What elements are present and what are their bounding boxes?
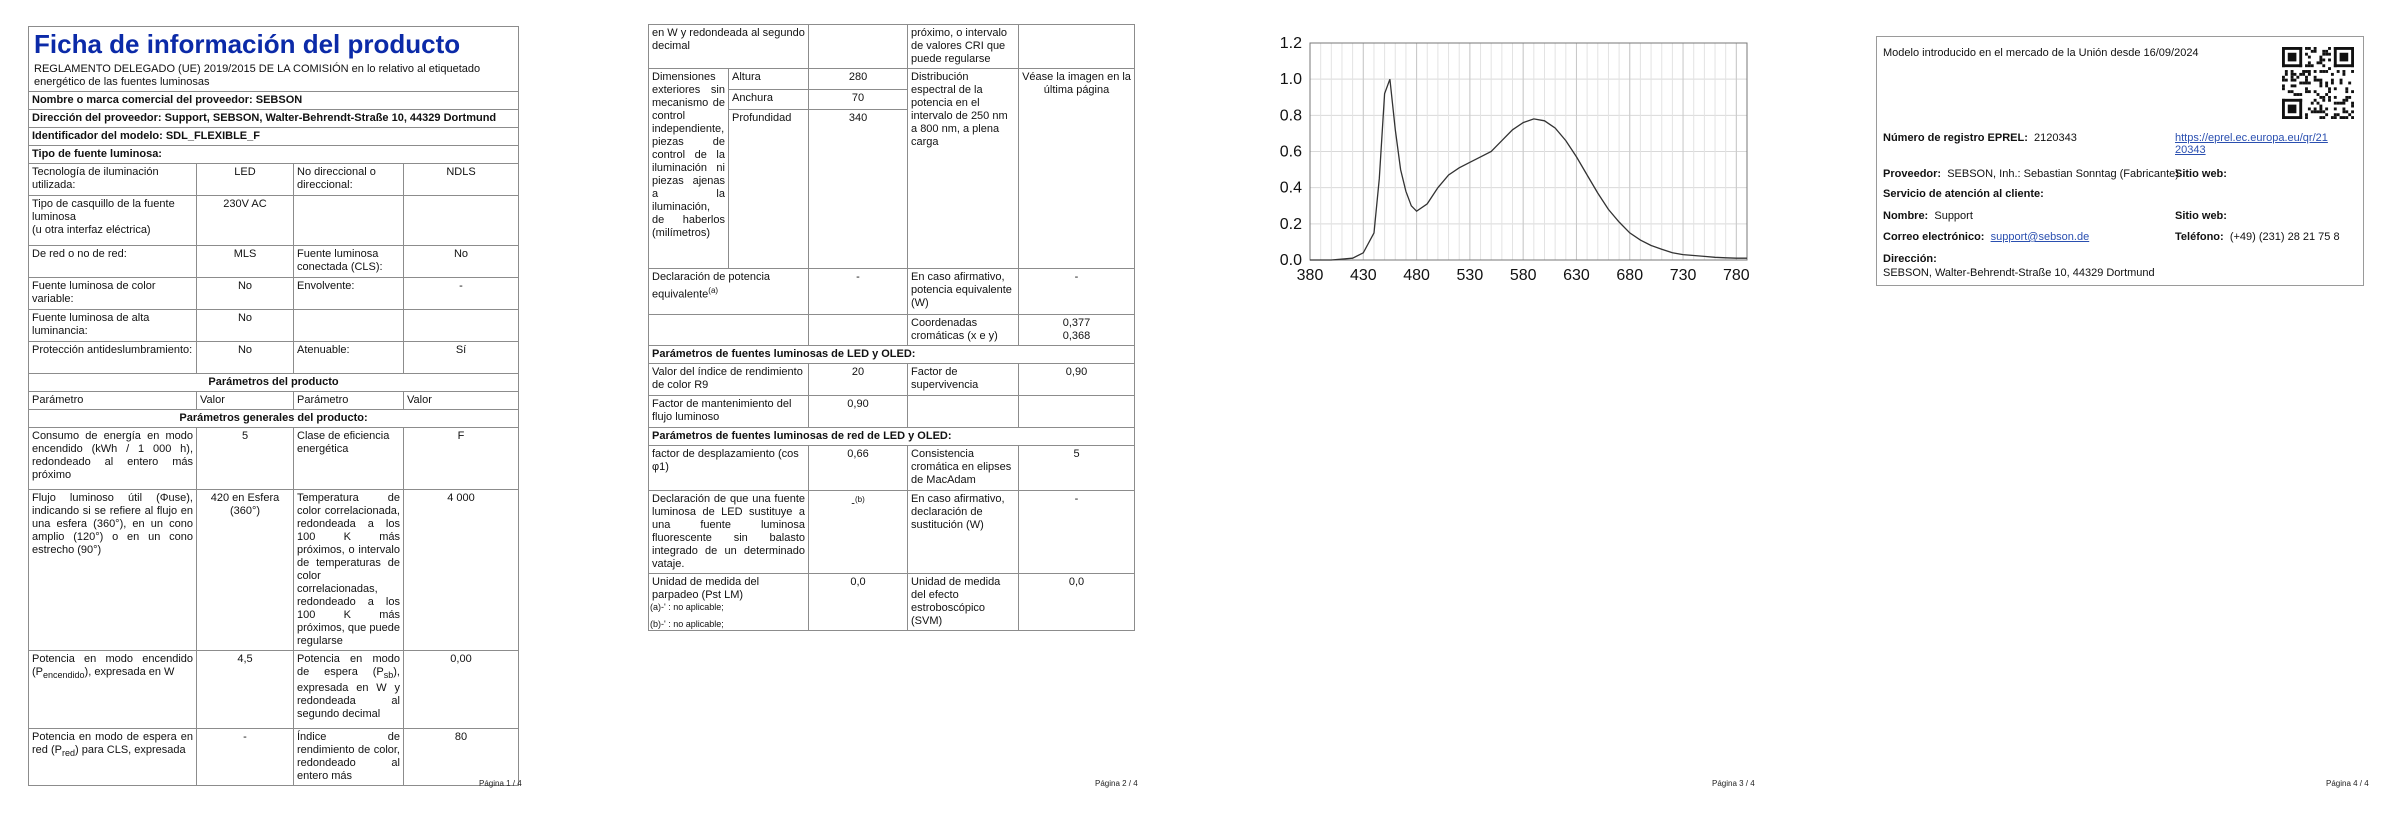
column-header: Valor bbox=[404, 392, 519, 410]
address-value: SEBSON, Walter-Behrendt-Straße 10, 44329 Dortmund bbox=[1883, 267, 2155, 279]
x-tick-label: 580 bbox=[1509, 267, 1537, 284]
qr-module bbox=[2348, 82, 2351, 85]
name-label: Nombre: bbox=[1883, 210, 1929, 222]
qr-module bbox=[2291, 84, 2294, 87]
qr-module bbox=[2340, 116, 2343, 119]
name-value: Support bbox=[1934, 210, 1973, 222]
qr-module bbox=[2331, 82, 2334, 85]
qr-module bbox=[2325, 113, 2328, 116]
qr-module bbox=[2322, 116, 2325, 119]
qr-module bbox=[2314, 110, 2317, 113]
qr-module bbox=[2294, 84, 2297, 87]
qr-module bbox=[2328, 53, 2331, 56]
qr-module bbox=[2345, 110, 2348, 113]
qr-module bbox=[2317, 79, 2320, 82]
spectrum-line bbox=[1310, 79, 1747, 260]
qr-module bbox=[2299, 93, 2302, 96]
qr-module bbox=[2285, 73, 2288, 76]
qr-module bbox=[2331, 116, 2334, 119]
cell-label: No direccional o direccional: bbox=[294, 164, 404, 196]
cell-label: en W y redondeada al segundo decimal bbox=[649, 25, 809, 69]
qr-module bbox=[2308, 70, 2311, 73]
qr-module bbox=[2325, 84, 2328, 87]
cell-label: Coordenadas cromáticas (x e y) bbox=[908, 315, 1019, 346]
qr-module bbox=[2299, 73, 2302, 76]
x-tick-label: 780 bbox=[1722, 267, 1750, 284]
qr-module bbox=[2308, 82, 2311, 85]
footnote-b: (b)-' : no aplicable; bbox=[650, 619, 724, 629]
qr-module bbox=[2317, 110, 2320, 113]
spectral-distribution-chart bbox=[1255, 25, 1755, 295]
qr-module bbox=[2319, 59, 2322, 62]
regulation-text: REGLAMENTO DELEGADO (UE) 2019/2015 DE LA COMISIÓN en lo relativo al etiquetado energético de las fuentes luminosas bbox=[34, 63, 481, 88]
cell-value: 5 bbox=[1019, 446, 1135, 491]
y-tick-label: 1.0 bbox=[1279, 71, 1302, 89]
qr-module bbox=[2319, 110, 2322, 113]
cell-label: Protección antideslumbramiento: bbox=[29, 342, 197, 374]
qr-module bbox=[2308, 64, 2311, 67]
cell-value: 0,66 bbox=[809, 446, 908, 491]
cell-label: Declaración de potencia equivalente$^{(a)}$ bbox=[649, 269, 809, 315]
cell-value: 0,377 0,368 bbox=[1019, 315, 1135, 346]
qr-module bbox=[2351, 110, 2354, 113]
y-tick-label: 0.2 bbox=[1279, 215, 1302, 233]
qr-module bbox=[2340, 53, 2349, 62]
qr-module bbox=[2317, 61, 2320, 64]
qr-module bbox=[2305, 76, 2308, 79]
supplier-value: SEBSON, Inh.: Sebastian Sonntag (Fabricante) bbox=[1947, 168, 2179, 180]
qr-module bbox=[2319, 79, 2322, 82]
chart-grid bbox=[1310, 43, 1747, 260]
qr-module bbox=[2282, 64, 2302, 67]
qr-module bbox=[2345, 99, 2348, 102]
x-tick-label: 480 bbox=[1403, 267, 1430, 284]
qr-module bbox=[2299, 47, 2302, 67]
qr-module bbox=[2291, 70, 2294, 73]
qr-module bbox=[2325, 70, 2328, 73]
spectral-label: Distribución espectral de la potencia en el intervalo de 250 nm a 800 nm, a plena carga bbox=[908, 69, 1019, 269]
qr-module bbox=[2299, 82, 2302, 85]
qr-module bbox=[2288, 105, 2297, 114]
qr-module bbox=[2342, 110, 2345, 113]
qr-module bbox=[2288, 90, 2291, 93]
qr-module bbox=[2294, 73, 2297, 76]
qr-module bbox=[2282, 79, 2285, 82]
qr-module bbox=[2322, 64, 2325, 67]
eprel-label: Número de registro EPREL: bbox=[1883, 132, 2028, 144]
cell-value: No bbox=[197, 278, 294, 310]
qr-module bbox=[2334, 47, 2354, 50]
qr-module bbox=[2314, 70, 2317, 73]
qr-module bbox=[2337, 113, 2340, 116]
qr-module bbox=[2314, 90, 2317, 93]
cell-label: Tipo de casquillo de la fuente luminosa (u otra interfaz eléctrica) bbox=[29, 196, 197, 246]
qr-module bbox=[2337, 70, 2340, 73]
qr-module bbox=[2342, 102, 2345, 105]
cell-label: Clase de eficiencia energética bbox=[294, 428, 404, 490]
qr-module bbox=[2348, 113, 2351, 116]
cell-value: F bbox=[404, 428, 519, 490]
qr-module bbox=[2294, 93, 2297, 96]
email-link[interactable]: support@sebson.de bbox=[1990, 231, 2090, 243]
cell-label: Fuente luminosa conectada (CLS): bbox=[294, 246, 404, 278]
qr-module bbox=[2308, 73, 2311, 76]
qr-module bbox=[2311, 50, 2314, 53]
section-title: Parámetros del producto bbox=[29, 374, 519, 392]
qr-module bbox=[2294, 79, 2297, 82]
qr-module bbox=[2328, 90, 2331, 93]
cell-value: 0,0 bbox=[1019, 574, 1135, 631]
phone-value: (+49) (231) 28 21 75 8 bbox=[2229, 231, 2340, 243]
qr-module bbox=[2328, 96, 2331, 99]
qr-module bbox=[2342, 107, 2345, 110]
spectral-value: Véase la imagen en la última página bbox=[1019, 69, 1135, 269]
eprel-info-box bbox=[1876, 36, 2364, 286]
qr-module bbox=[2282, 76, 2285, 79]
page-number: Página 2 / 4 bbox=[1095, 779, 1138, 788]
x-tick-label: 630 bbox=[1563, 267, 1590, 284]
qr-module bbox=[2314, 50, 2317, 53]
x-tick-label: 680 bbox=[1616, 267, 1644, 284]
cell-label: Unidad de medida del efecto estroboscópico (SVM) bbox=[908, 574, 1019, 631]
qr-module bbox=[2331, 79, 2334, 82]
qr-module bbox=[2325, 82, 2328, 85]
cell-label: Potencia en modo de espera $(P_{sb})$, expresada en W y redondeada al segundo decimal bbox=[294, 651, 404, 729]
qr-module bbox=[2325, 50, 2328, 53]
supplier-brand: Nombre o marca comercial del proveedor: SEBSON bbox=[29, 92, 519, 110]
eprel-value: 2120343 bbox=[2033, 132, 2077, 144]
qr-module bbox=[2328, 99, 2331, 102]
qr-module bbox=[2308, 107, 2311, 110]
qr-module bbox=[2308, 56, 2311, 59]
qr-module bbox=[2325, 107, 2328, 110]
y-tick-label: 0.8 bbox=[1279, 107, 1302, 125]
qr-module bbox=[2311, 64, 2314, 67]
address-label: Dirección: bbox=[1883, 253, 1937, 265]
qr-module bbox=[2334, 64, 2354, 67]
market-intro-date: Modelo introducido en el mercado de la Unión desde 16/09/2024 bbox=[1883, 47, 2199, 59]
qr-module bbox=[2334, 47, 2337, 67]
qr-module bbox=[2334, 102, 2337, 105]
qr-module bbox=[2285, 70, 2288, 73]
light-source-type-label: Tipo de fuente luminosa: bbox=[29, 146, 519, 164]
qr-module bbox=[2282, 47, 2302, 50]
qr-code-icon bbox=[2282, 47, 2354, 119]
qr-module bbox=[2282, 99, 2302, 102]
qr-module bbox=[2351, 116, 2354, 119]
qr-module bbox=[2334, 113, 2337, 116]
column-header: Parámetro bbox=[294, 392, 404, 410]
cell-value: - bbox=[1019, 269, 1135, 315]
y-tick-label: 0.0 bbox=[1279, 252, 1302, 269]
qr-module bbox=[2348, 96, 2351, 99]
qr-module bbox=[2345, 96, 2348, 99]
qr-module bbox=[2302, 73, 2305, 76]
cell-label: Consistencia cromática en elipses de MacAdam bbox=[908, 446, 1019, 491]
cell-value: 20 bbox=[809, 364, 908, 396]
cell-label: próximo, o intervalo de valores CRI que puede regularse bbox=[908, 25, 1019, 69]
qr-module bbox=[2282, 47, 2285, 67]
cell-label: Tecnología de iluminación utilizada: bbox=[29, 164, 197, 196]
page-1 bbox=[0, 0, 598, 826]
qr-module bbox=[2342, 73, 2345, 76]
qr-module bbox=[2317, 93, 2320, 96]
qr-module bbox=[2291, 73, 2294, 76]
qr-module bbox=[2319, 84, 2322, 87]
qr-module bbox=[2291, 90, 2294, 93]
qr-module bbox=[2319, 105, 2322, 108]
qr-module bbox=[2317, 102, 2320, 105]
qr-module bbox=[2322, 50, 2325, 53]
qr-module bbox=[2340, 102, 2343, 105]
x-tick-label: 730 bbox=[1669, 267, 1697, 284]
qr-module bbox=[2311, 110, 2314, 113]
cell-label: Factor de supervivencia bbox=[908, 364, 1019, 396]
cell-value: Sí bbox=[404, 342, 519, 374]
qr-module bbox=[2319, 82, 2322, 85]
dimension-value: 340 bbox=[809, 110, 908, 269]
cell-value: - bbox=[404, 278, 519, 310]
qr-module bbox=[2305, 113, 2308, 116]
cell-label: Declaración de que una fuente luminosa de LED sustituye a una fuente luminosa fluorescente sin balasto integrado de un determinado vataje. bbox=[649, 491, 809, 574]
cell-value: 0,0 bbox=[809, 574, 908, 631]
qr-module bbox=[2302, 82, 2305, 85]
phone-label: Teléfono: bbox=[2175, 231, 2224, 243]
qr-module bbox=[2314, 107, 2317, 110]
qr-module bbox=[2351, 105, 2354, 108]
cell-label: En caso afirmativo, potencia equivalente (W) bbox=[908, 269, 1019, 315]
qr-module bbox=[2334, 96, 2337, 99]
cell-label: Potencia en modo encendido $(P_{encendido})$, expresada en W bbox=[29, 651, 197, 729]
cell-value: 0,90 bbox=[809, 396, 908, 428]
website-label-2: Sitio web: bbox=[2175, 210, 2227, 222]
cell-value: No bbox=[197, 342, 294, 374]
qr-module bbox=[2305, 53, 2308, 56]
qr-module bbox=[2328, 87, 2331, 90]
page-number: Página 4 / 4 bbox=[2326, 779, 2369, 788]
qr-module bbox=[2342, 99, 2345, 102]
cell-label: Atenuable: bbox=[294, 342, 404, 374]
qr-module bbox=[2325, 53, 2328, 56]
qr-module bbox=[2305, 47, 2308, 50]
cell-label: factor de desplazamiento (cos φ1) bbox=[649, 446, 809, 491]
qr-module bbox=[2308, 47, 2311, 50]
y-tick-label: 1.2 bbox=[1279, 35, 1302, 52]
qr-module bbox=[2302, 70, 2305, 73]
cell-value: 230V AC bbox=[197, 196, 294, 246]
qr-module bbox=[2308, 61, 2311, 64]
qr-module bbox=[2282, 116, 2302, 119]
cell-label: Valor del índice de rendimiento de color R9 bbox=[649, 364, 809, 396]
qr-module bbox=[2314, 47, 2317, 50]
qr-module bbox=[2319, 116, 2322, 119]
dimensions-label: Dimensiones exteriores sin mecanismo de control independiente, piezas de control de la iluminación ni piezas ajenas a la iluminación, de haberlos (milímetros) bbox=[649, 69, 729, 269]
cell-label: Temperatura de color correlacionada, redondeada a los 100 K más próximos, o intervalo de temperaturas de color correlacionadas, redondeado a los 100 K más próximos, que puede regularse bbox=[294, 490, 404, 651]
cell-label: Consumo de energía en modo encendido (kWh / 1 000 h), redondeado al entero más próximo bbox=[29, 428, 197, 490]
cell-value: MLS bbox=[197, 246, 294, 278]
cell-value: No bbox=[197, 310, 294, 342]
cell-value: -$^{(b)}$ bbox=[809, 491, 908, 574]
section-title: Parámetros de fuentes luminosas de LED y OLED: bbox=[649, 346, 1135, 364]
page-number: Página 1 / 4 bbox=[479, 779, 522, 788]
product-info-table-cont bbox=[648, 24, 1135, 631]
cell-label: Fuente luminosa de alta luminancia: bbox=[29, 310, 197, 342]
qr-module bbox=[2305, 64, 2308, 67]
model-identifier: Identificador del modelo: SDL_FLEXIBLE_F bbox=[29, 128, 519, 146]
product-info-table bbox=[28, 26, 519, 786]
qr-module bbox=[2305, 90, 2308, 93]
cell-label: Potencia en modo de espera en red $(P_{red})$ para CLS, expresada bbox=[29, 729, 197, 786]
y-tick-label: 0.6 bbox=[1279, 143, 1302, 161]
x-tick-label: 530 bbox=[1456, 267, 1484, 284]
qr-module bbox=[2334, 116, 2337, 119]
supplier-address: Dirección del proveedor: Support, SEBSON, Walter-Behrendt-Straße 10, 44329 Dortmund bbox=[29, 110, 519, 128]
qr-module bbox=[2334, 107, 2337, 110]
cell-value: 0,90 bbox=[1019, 364, 1135, 396]
chart-series bbox=[1310, 79, 1747, 260]
cell-value: NDLS bbox=[404, 164, 519, 196]
supplier-label: Proveedor: bbox=[1883, 168, 1942, 180]
page-number: Página 3 / 4 bbox=[1712, 779, 1755, 788]
footnote-a: (a)-' : no aplicable; bbox=[650, 602, 724, 612]
cell-value: 4,5 bbox=[197, 651, 294, 729]
x-tick-label: 430 bbox=[1349, 267, 1377, 284]
qr-module bbox=[2319, 107, 2322, 110]
qr-module bbox=[2331, 73, 2334, 76]
qr-module bbox=[2282, 84, 2285, 87]
qr-module bbox=[2305, 79, 2308, 82]
qr-module bbox=[2305, 82, 2308, 85]
qr-module bbox=[2351, 90, 2354, 93]
cell-label: Unidad de medida del parpadeo (Pst LM) bbox=[649, 574, 809, 631]
qr-module bbox=[2325, 93, 2328, 96]
qr-module bbox=[2337, 102, 2340, 105]
qr-module bbox=[2296, 93, 2299, 96]
qr-module bbox=[2340, 82, 2343, 85]
chart-axes bbox=[1280, 35, 1750, 284]
qr-module bbox=[2285, 79, 2288, 82]
qr-module bbox=[2345, 116, 2348, 119]
website-label: Sitio web: bbox=[2175, 168, 2227, 180]
cell-value: - bbox=[197, 729, 294, 786]
cell-value: 0,00 bbox=[404, 651, 519, 729]
qr-module bbox=[2311, 102, 2314, 105]
qr-module bbox=[2322, 53, 2325, 56]
qr-module bbox=[2299, 99, 2302, 119]
qr-module bbox=[2334, 87, 2337, 90]
qr-module bbox=[2345, 90, 2348, 93]
qr-module bbox=[2322, 70, 2325, 73]
cell-label: Fuente luminosa de color variable: bbox=[29, 278, 197, 310]
column-header: Valor bbox=[197, 392, 294, 410]
dimension-value: 70 bbox=[809, 89, 908, 110]
cell-value: - bbox=[1019, 491, 1135, 574]
qr-module bbox=[2328, 47, 2331, 50]
qr-module bbox=[2351, 47, 2354, 67]
qr-module bbox=[2291, 79, 2294, 82]
y-tick-label: 0.4 bbox=[1279, 179, 1302, 197]
cell-value: 420 en Esfera (360°) bbox=[197, 490, 294, 651]
dimension-value: 280 bbox=[809, 69, 908, 90]
qr-module bbox=[2345, 87, 2348, 90]
qr-module bbox=[2282, 99, 2285, 119]
cell-value: LED bbox=[197, 164, 294, 196]
dimension-name: Profundidad bbox=[729, 110, 809, 269]
eprel-link[interactable]: https://eprel.ec.europa.eu/qr/21 20343 bbox=[2175, 132, 2328, 156]
qr-module bbox=[2322, 99, 2325, 102]
qr-module bbox=[2305, 87, 2308, 90]
qr-module bbox=[2282, 87, 2285, 90]
qr-module bbox=[2328, 59, 2331, 62]
qr-module bbox=[2319, 56, 2322, 59]
qr-module bbox=[2314, 99, 2317, 102]
cell-label: Flujo luminoso útil (Φuse), indicando si se refiere al flujo en una esfera (360°), en un cono amplio (120°) o en un cono estrecho (90°) bbox=[29, 490, 197, 651]
qr-module bbox=[2314, 76, 2317, 79]
section-title: Parámetros de fuentes luminosas de red de LED y OLED: bbox=[649, 428, 1135, 446]
qr-module bbox=[2319, 70, 2322, 73]
email-label: Correo electrónico: bbox=[1883, 231, 1985, 243]
cell-value: 4 000 bbox=[404, 490, 519, 651]
qr-module bbox=[2322, 110, 2325, 113]
qr-module bbox=[2351, 70, 2354, 73]
section-title: Parámetros generales del producto: bbox=[29, 410, 519, 428]
qr-module bbox=[2328, 67, 2331, 70]
customer-service-label: Servicio de atención al cliente: bbox=[1883, 188, 2044, 200]
qr-module bbox=[2296, 76, 2299, 79]
cell-value: 80 bbox=[404, 729, 519, 786]
qr-module bbox=[2319, 96, 2322, 99]
qr-module bbox=[2308, 90, 2311, 93]
dimension-name: Anchura bbox=[729, 89, 809, 110]
cell-label: Factor de mantenimiento del flujo luminoso bbox=[649, 396, 809, 428]
qr-module bbox=[2305, 116, 2308, 119]
cell-label: En caso afirmativo, declaración de sustitución (W) bbox=[908, 491, 1019, 574]
qr-module bbox=[2314, 79, 2317, 82]
qr-module bbox=[2342, 70, 2345, 73]
x-tick-label: 380 bbox=[1296, 267, 1324, 284]
qr-module bbox=[2305, 70, 2308, 73]
cell-label: Envolvente: bbox=[294, 278, 404, 310]
qr-module bbox=[2340, 79, 2343, 82]
qr-module bbox=[2319, 61, 2322, 64]
cell-label: Índice de rendimiento de color, redondeado al entero más bbox=[294, 729, 404, 786]
cell-value: 5 bbox=[197, 428, 294, 490]
cell-value: - bbox=[809, 269, 908, 315]
dimension-name: Altura bbox=[729, 69, 809, 90]
column-header: Parámetro bbox=[29, 392, 197, 410]
qr-module bbox=[2322, 59, 2325, 62]
cell-label: De red o no de red: bbox=[29, 246, 197, 278]
qr-module bbox=[2351, 102, 2354, 105]
qr-module bbox=[2342, 116, 2345, 119]
page-title: Ficha de información del producto bbox=[34, 29, 461, 59]
qr-module bbox=[2322, 96, 2325, 99]
qr-module bbox=[2288, 53, 2297, 62]
qr-module bbox=[2291, 76, 2294, 79]
cell-value: No bbox=[404, 246, 519, 278]
